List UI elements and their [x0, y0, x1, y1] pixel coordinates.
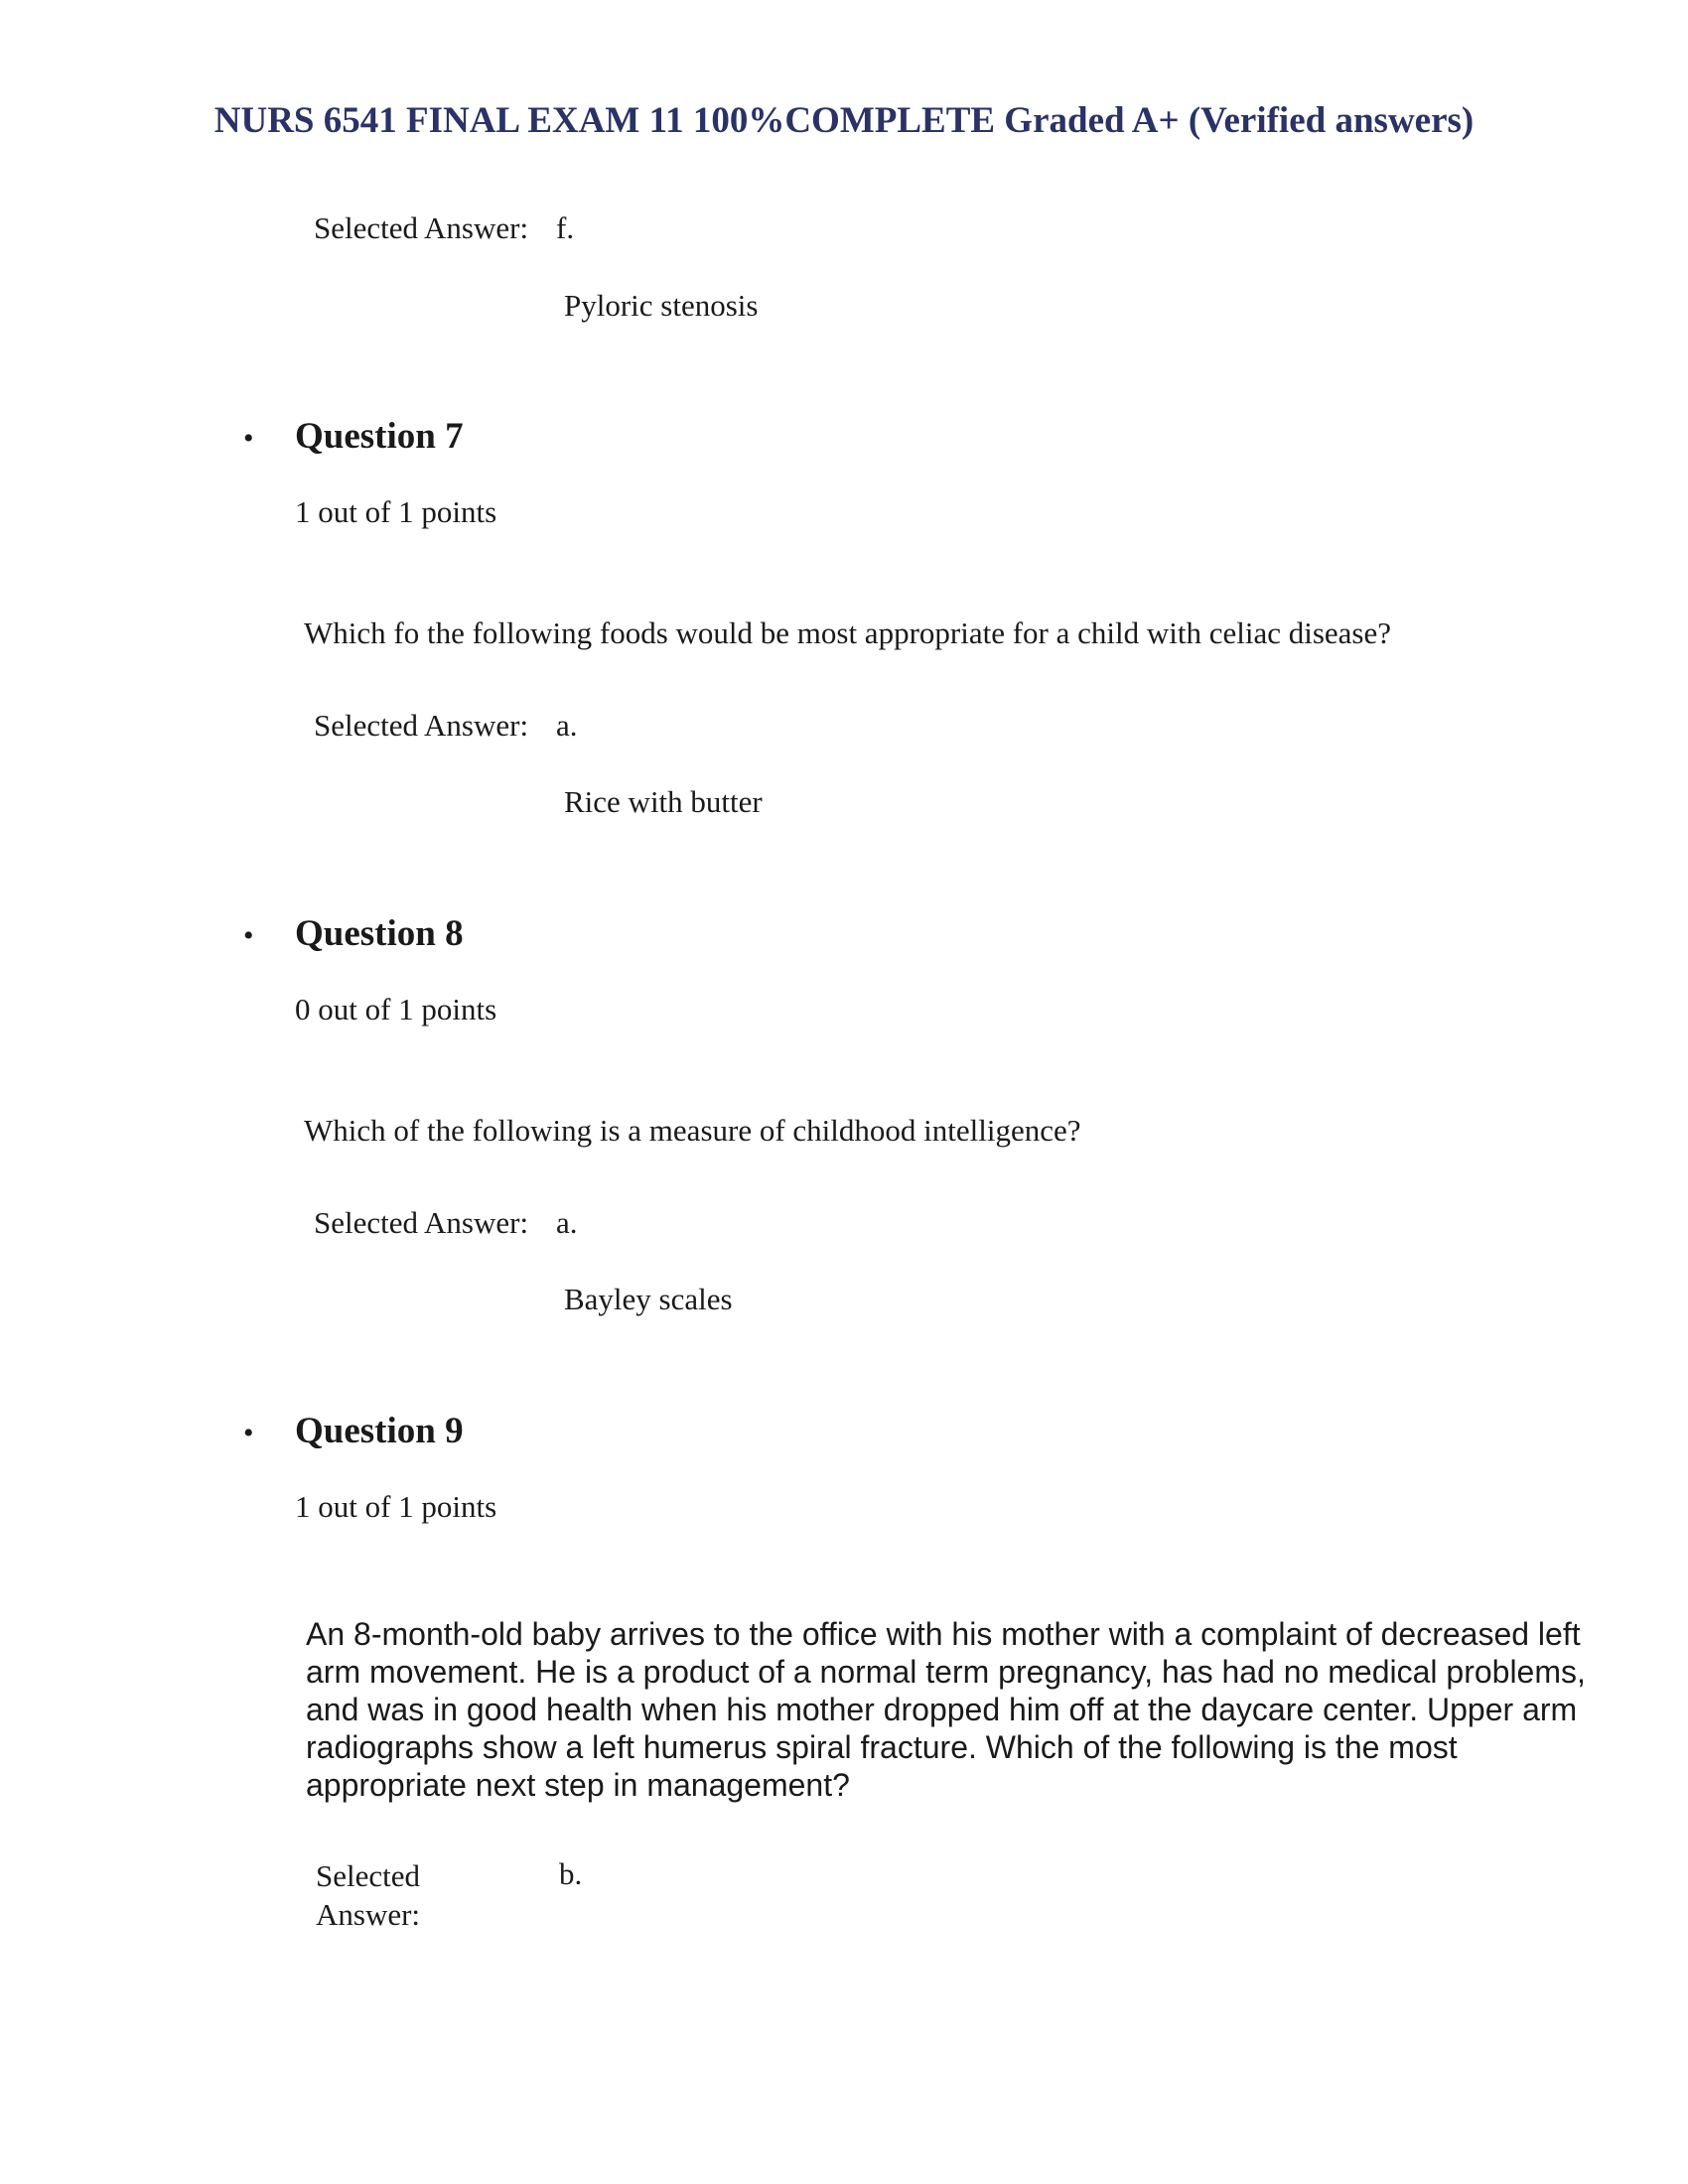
selected-answer-letter: a.	[556, 708, 578, 743]
question-stem: An 8-month-old baby arrives to the office with his mother with a complaint of decreased left arm movement. He is a product of a normal term pregnancy, has had no medical problems, and was in good health when his mother dropped him off at the daycare center. Upper arm radiographs show a left humerus spiral fracture. Which of the following is the most appropriate next step in management?	[306, 1616, 1586, 1803]
question-title: Question 8	[295, 913, 464, 954]
selected-answer-label: Selected Answer:	[314, 210, 529, 245]
bullet-icon: •	[243, 1417, 254, 1449]
selected-answer-text: Bayley scales	[564, 1282, 733, 1316]
selected-answer-label: Selected Answer:	[316, 1858, 421, 1932]
selected-answer-label: Selected Answer:	[314, 1205, 529, 1240]
selected-answer-letter: a.	[556, 1205, 578, 1240]
question-points: 1 out of 1 points	[295, 494, 497, 529]
selected-answer-text: Pyloric stenosis	[564, 288, 759, 323]
question-stem: Which of the following is a measure of childhood intelligence?	[304, 1113, 1081, 1148]
question-title: Question 7	[295, 416, 464, 457]
question-stem: Which fo the following foods would be most appropriate for a child with celiac disease?	[304, 615, 1392, 650]
page-title: NURS 6541 FINAL EXAM 11 100%COMPLETE Graded A+ (Verified answers)	[213, 100, 1475, 141]
selected-answer-letter: b.	[559, 1856, 583, 1891]
question-title: Question 9	[295, 1411, 464, 1451]
question-points: 0 out of 1 points	[295, 992, 497, 1026]
selected-answer-letter: f.	[556, 210, 575, 245]
selected-answer-label: Selected Answer:	[314, 708, 529, 743]
selected-answer-text: Rice with butter	[564, 784, 763, 819]
bullet-icon: •	[243, 422, 254, 455]
bullet-icon: •	[243, 919, 254, 952]
question-points: 1 out of 1 points	[295, 1489, 497, 1524]
